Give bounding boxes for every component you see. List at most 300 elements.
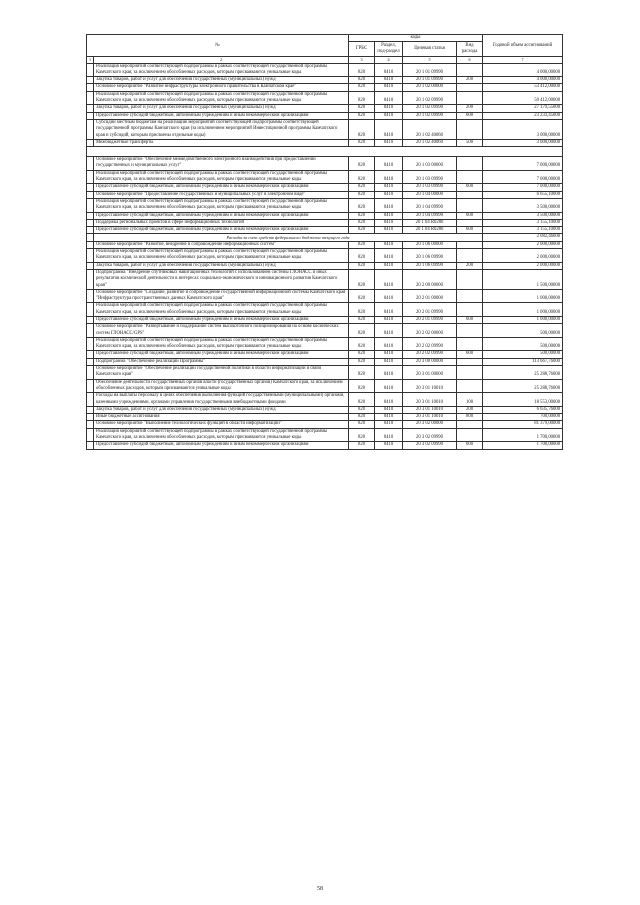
razdel-cell: 0410 bbox=[375, 198, 403, 212]
col-num-1: 1 bbox=[87, 57, 94, 64]
razdel-cell: 0410 bbox=[375, 414, 403, 421]
grbs-cell: 820 bbox=[349, 119, 375, 139]
vid-cell: 100 bbox=[457, 393, 483, 407]
header-annual-amount: Годовой объем ассигнований bbox=[483, 35, 563, 57]
grbs-cell: 820 bbox=[349, 379, 375, 393]
row-number-cell bbox=[87, 170, 94, 184]
name-cell: Предоставление субсидий бюджетным, автономным учреждениям и иным некоммерческим организациям bbox=[94, 316, 349, 323]
name-cell: Предоставление субсидий бюджетным, автономным учреждениям и иным некоммерческим организациям bbox=[94, 112, 349, 119]
vid-cell bbox=[457, 324, 483, 338]
target-cell: 20 2 02 09990 bbox=[403, 351, 457, 358]
grbs-cell: 820 bbox=[349, 289, 375, 303]
amount-cell: 18 553,00000 bbox=[483, 393, 563, 407]
name-cell: Реализация мероприятий соответствующей подпрограммы в рамках соответствующей государственной программы Камчатского края, за исключением обособленных расходов, которым присваиваются уникальные коды bbox=[94, 249, 349, 263]
table-row bbox=[87, 157, 563, 171]
razdel-cell: 0410 bbox=[375, 337, 403, 351]
razdel-cell: 0410 bbox=[375, 191, 403, 198]
vid-cell bbox=[457, 269, 483, 289]
amount-cell: 2 000,00000 bbox=[483, 262, 563, 269]
target-cell: 20 3 01 10010 bbox=[403, 414, 457, 421]
grbs-cell: 820 bbox=[349, 139, 375, 146]
target-cell: 20 1 01 09990 bbox=[403, 63, 457, 77]
amount-cell: 7 000,00000 bbox=[483, 170, 563, 184]
table-row bbox=[87, 358, 563, 365]
amount-cell: 500,00000 bbox=[483, 337, 563, 351]
amount-cell: 81 379,00000 bbox=[483, 421, 563, 428]
target-cell: 20 1 02 09990 bbox=[403, 105, 457, 112]
amount-cell: 500,00000 bbox=[483, 351, 563, 358]
table-row bbox=[87, 324, 563, 338]
name-cell: Подпрограмма "Внедрение спутниковых навигационных технологий с использованием системы ГЛОНАСС и иных результатов космической деятельности в интересах социально-экономического и инновационного развития Камчатского края" bbox=[94, 269, 349, 289]
razdel-cell: 0410 bbox=[375, 227, 403, 234]
razdel-cell: 0410 bbox=[375, 241, 403, 248]
razdel-cell: 0410 bbox=[375, 442, 403, 449]
razdel-cell: 0410 bbox=[375, 303, 403, 317]
name-cell: Реализация мероприятий соответствующей подпрограммы в рамках соответствующей государственной программы Камчатского края, за исключением обособленных расходов, которым присваиваются уникальные коды bbox=[94, 303, 349, 317]
target-cell: 20 1 02 00000 bbox=[403, 84, 457, 91]
table-row bbox=[87, 421, 563, 428]
razdel-cell: 0410 bbox=[375, 289, 403, 303]
grbs-cell: 820 bbox=[349, 366, 375, 380]
name-cell: Закупка товаров, работ и услуг для обеспечения государственных (муниципальных) нужд bbox=[94, 406, 349, 413]
table-row bbox=[87, 105, 563, 112]
vid-cell bbox=[457, 157, 483, 171]
vid-cell bbox=[457, 191, 483, 198]
amount-cell: 2 000,00000 bbox=[483, 241, 563, 248]
razdel-cell: 0410 bbox=[375, 157, 403, 171]
vid-cell: 800 bbox=[457, 414, 483, 421]
target-cell: 20 1 04 R0280 bbox=[403, 227, 457, 234]
target-cell: 20 3 01 10010 bbox=[403, 393, 457, 407]
vid-cell: 600 bbox=[457, 227, 483, 234]
header-codes: коды bbox=[349, 35, 483, 42]
row-number-cell bbox=[87, 358, 94, 365]
vid-cell bbox=[457, 421, 483, 428]
col-num-4: 4 bbox=[375, 57, 403, 64]
vid-cell bbox=[457, 337, 483, 351]
grbs-cell: 820 bbox=[349, 442, 375, 449]
table-row bbox=[87, 316, 563, 323]
row-number-cell bbox=[87, 234, 94, 241]
row-number-cell bbox=[87, 414, 94, 421]
amount-cell: 2 000,00000 bbox=[483, 249, 563, 263]
name-cell: Реализация мероприятий соответствующей подпрограммы в рамках соответствующей государственной программы Камчатского края, за исключением обособленных расходов, которым присваиваются уникальные коды bbox=[94, 63, 349, 77]
row-number-cell bbox=[87, 303, 94, 317]
vid-cell bbox=[457, 289, 483, 303]
row-number-cell bbox=[87, 198, 94, 212]
row-number-cell bbox=[87, 184, 94, 191]
header-razdel: Раздел, под-раздел bbox=[375, 42, 403, 57]
col-num-5: 5 bbox=[403, 57, 457, 64]
razdel-cell: 0410 bbox=[375, 139, 403, 146]
page-number: 58 bbox=[317, 886, 323, 892]
grbs-cell: 820 bbox=[349, 112, 375, 119]
razdel-cell: 0410 bbox=[375, 184, 403, 191]
vid-cell: 600 bbox=[457, 212, 483, 219]
grbs-cell: 820 bbox=[349, 421, 375, 428]
header-number: № bbox=[87, 35, 349, 57]
target-cell: 20 3 01 10010 bbox=[403, 406, 457, 413]
target-cell: 20 1 06 00000 bbox=[403, 241, 457, 248]
grbs-cell: 820 bbox=[349, 406, 375, 413]
amount-cell: 23 233,45000 bbox=[483, 112, 563, 119]
amount-cell: 3 155,10000 bbox=[483, 227, 563, 234]
row-number-cell bbox=[87, 289, 94, 303]
table-row bbox=[87, 212, 563, 219]
row-number-cell bbox=[87, 212, 94, 219]
table-row bbox=[87, 249, 563, 263]
amount-cell: 6 655,10000 bbox=[483, 191, 563, 198]
grbs-cell: 820 bbox=[349, 414, 375, 421]
vid-cell: 600 bbox=[457, 351, 483, 358]
table-row bbox=[87, 63, 563, 77]
target-cell: 20 1 06 09990 bbox=[403, 249, 457, 263]
grbs-cell: 820 bbox=[349, 227, 375, 234]
row-number-cell bbox=[87, 421, 94, 428]
row-number-cell bbox=[87, 406, 94, 413]
row-number-cell bbox=[87, 77, 94, 84]
table-row bbox=[87, 414, 563, 421]
table-row bbox=[87, 227, 563, 234]
target-cell: 20 2 02 09990 bbox=[403, 337, 457, 351]
table-row bbox=[87, 91, 563, 105]
razdel-cell: 0410 bbox=[375, 324, 403, 338]
amount-cell: 25 288,76000 bbox=[483, 379, 563, 393]
name-cell: Межбюджетные трансферты bbox=[94, 139, 349, 146]
grbs-cell: 820 bbox=[349, 77, 375, 84]
vid-cell bbox=[457, 170, 483, 184]
target-cell: 20 3 01 10010 bbox=[403, 379, 457, 393]
header-grbs: ГРБС bbox=[349, 42, 375, 57]
razdel-cell: 0410 bbox=[375, 91, 403, 105]
vid-cell: 600 bbox=[457, 442, 483, 449]
name-cell: Закупка товаров, работ и услуг для обеспечения государственных (муниципальных) нужд bbox=[94, 262, 349, 269]
header-vid: Вид расхода bbox=[457, 42, 483, 57]
target-cell: 20 3 02 09990 bbox=[403, 442, 457, 449]
amount-cell: 3 000,00000 bbox=[483, 139, 563, 146]
grbs-cell: 820 bbox=[349, 303, 375, 317]
col-num-2: 2 bbox=[94, 57, 349, 64]
vid-cell bbox=[457, 428, 483, 442]
target-cell: 20 1 01 09990 bbox=[403, 77, 457, 84]
target-cell: 20 3 02 09990 bbox=[403, 428, 457, 442]
table-row bbox=[87, 393, 563, 407]
name-cell: Реализация мероприятий соответствующей подпрограммы в рамках соответствующей государственной программы Камчатского края, за исключением обособленных расходов, которым присваиваются уникальные коды bbox=[94, 198, 349, 212]
vid-cell bbox=[457, 119, 483, 139]
vid-cell: 600 bbox=[457, 316, 483, 323]
razdel-cell: 0410 bbox=[375, 63, 403, 77]
vid-cell: 600 bbox=[457, 184, 483, 191]
grbs-cell: 820 bbox=[349, 262, 375, 269]
table-row bbox=[87, 170, 563, 184]
grbs-cell: 820 bbox=[349, 351, 375, 358]
amount-cell: 25 288,76000 bbox=[483, 366, 563, 380]
vid-cell bbox=[457, 249, 483, 263]
amount-cell: 7 000,00000 bbox=[483, 184, 563, 191]
target-cell: 20 1 02 40060 bbox=[403, 139, 457, 146]
row-number-cell bbox=[87, 249, 94, 263]
row-number-cell bbox=[87, 393, 94, 407]
table-row bbox=[87, 147, 563, 157]
amount-cell: 1 700,00000 bbox=[483, 442, 563, 449]
grbs-cell: 820 bbox=[349, 249, 375, 263]
grbs-cell: 820 bbox=[349, 170, 375, 184]
amount-cell: 27 179,55000 bbox=[483, 105, 563, 112]
grbs-cell: 820 bbox=[349, 428, 375, 442]
table-row bbox=[87, 119, 563, 139]
grbs-cell: 820 bbox=[349, 105, 375, 112]
table-row bbox=[87, 234, 563, 241]
table-row bbox=[87, 219, 563, 226]
name-cell: Основное мероприятие "Обеспечение межведомственного электронного взаимодействия при предоставлении государственных и муниципальных услуг" bbox=[94, 157, 349, 171]
razdel-cell: 0410 bbox=[375, 212, 403, 219]
vid-cell bbox=[457, 366, 483, 380]
grbs-cell: 820 bbox=[349, 184, 375, 191]
row-number-cell bbox=[87, 337, 94, 351]
amount-cell: 3 000,00000 bbox=[483, 119, 563, 139]
vid-cell bbox=[457, 241, 483, 248]
amount-cell: 53 412,00000 bbox=[483, 84, 563, 91]
vid-cell bbox=[457, 219, 483, 226]
amount-cell: 700,00000 bbox=[483, 414, 563, 421]
grbs-cell: 820 bbox=[349, 358, 375, 365]
target-cell: 20 1 02 09990 bbox=[403, 112, 457, 119]
vid-cell: 200 bbox=[457, 262, 483, 269]
amount-cell: 3 500,00000 bbox=[483, 212, 563, 219]
razdel-cell: 0410 bbox=[375, 249, 403, 263]
target-cell: 20 2 00 00000 bbox=[403, 269, 457, 289]
vid-cell: 500 bbox=[457, 139, 483, 146]
name-cell: Предоставление субсидий бюджетным, автономным учреждениям и иным некоммерческим организациям bbox=[94, 184, 349, 191]
razdel-cell: 0410 bbox=[375, 269, 403, 289]
amount-cell: 3 155,10000 bbox=[483, 219, 563, 226]
name-cell: Предоставление субсидий бюджетным, автономным учреждениям и иным некоммерческим организациям bbox=[94, 442, 349, 449]
grbs-cell: 820 bbox=[349, 241, 375, 248]
target-cell: 20 1 02 09990 bbox=[403, 91, 457, 105]
table-row bbox=[87, 139, 563, 146]
razdel-cell: 0410 bbox=[375, 316, 403, 323]
table-body bbox=[87, 63, 563, 449]
name-cell: Субсидии местным бюджетам на реализацию мероприятий соответствующей подпрограммы соответствующей государственной программы Камчатского края (за исключением мероприятий Инвестиционной программы Камчатского края и субсидий, которым присвоены отдельные коды) bbox=[94, 119, 349, 139]
vid-cell bbox=[457, 84, 483, 91]
name-cell: Подпрограмма "Обеспечение реализации Программы" bbox=[94, 358, 349, 365]
amount-cell: 1 000,00000 bbox=[483, 316, 563, 323]
row-number-cell bbox=[87, 63, 94, 77]
amount-cell: 2 082,46600 bbox=[483, 234, 563, 241]
target-cell: 20 2 02 00000 bbox=[403, 324, 457, 338]
grbs-cell: 820 bbox=[349, 157, 375, 171]
amount-cell: 4 000,00000 bbox=[483, 77, 563, 84]
vid-cell bbox=[457, 303, 483, 317]
row-number-cell bbox=[87, 219, 94, 226]
row-number-cell bbox=[87, 241, 94, 248]
grbs-cell: 820 bbox=[349, 212, 375, 219]
name-cell: Основное мероприятие "Развитие инфраструктуры электронного правительства в Камчатском крае" bbox=[94, 84, 349, 91]
target-cell: 20 2 01 09990 bbox=[403, 316, 457, 323]
table-row bbox=[87, 84, 563, 91]
table-row bbox=[87, 198, 563, 212]
table-row bbox=[87, 366, 563, 380]
table-row bbox=[87, 428, 563, 442]
razdel-cell: 0410 bbox=[375, 84, 403, 91]
row-number-cell bbox=[87, 119, 94, 139]
vid-cell: 600 bbox=[457, 112, 483, 119]
vid-cell: 200 bbox=[457, 77, 483, 84]
row-number-cell bbox=[87, 157, 94, 171]
name-cell: Расходы на выплаты персоналу в целях обеспечения выполнения функций государственными (муниципальными) органами, казенными учреждениями, органами управления государственными внебюджетными фондами bbox=[94, 393, 349, 407]
target-cell: 20 1 06 09990 bbox=[403, 262, 457, 269]
razdel-cell: 0410 bbox=[375, 393, 403, 407]
razdel-cell: 0410 bbox=[375, 170, 403, 184]
razdel-cell: 0410 bbox=[375, 379, 403, 393]
vid-cell bbox=[457, 358, 483, 365]
table-row bbox=[87, 442, 563, 449]
name-cell: Предоставление субсидий бюджетным, автономным учреждениям и иным некоммерческим организациям bbox=[94, 227, 349, 234]
vid-cell: 200 bbox=[457, 105, 483, 112]
table-row bbox=[87, 77, 563, 84]
razdel-cell: 0410 bbox=[375, 406, 403, 413]
row-number-cell bbox=[87, 112, 94, 119]
name-cell: Обеспечение деятельности государственных органов власти (государственных органов) Камчатского края, за исключением обособленных расходов, которым присваиваются уникальные коды bbox=[94, 379, 349, 393]
row-number-cell bbox=[87, 262, 94, 269]
name-cell: Реализация мероприятий соответствующей подпрограммы в рамках соответствующей государственной программы Камчатского края, за исключением обособленных расходов, которым присваиваются уникальные коды bbox=[94, 428, 349, 442]
table-row bbox=[87, 112, 563, 119]
row-number-cell bbox=[87, 191, 94, 198]
blank-cell bbox=[87, 147, 563, 157]
razdel-cell: 0410 bbox=[375, 119, 403, 139]
table-row bbox=[87, 337, 563, 351]
razdel-cell: 0410 bbox=[375, 105, 403, 112]
col-num-6: 6 bbox=[457, 57, 483, 64]
amount-cell: 3 500,00000 bbox=[483, 198, 563, 212]
row-number-cell bbox=[87, 91, 94, 105]
name-cell: Предоставление субсидий бюджетным, автономным учреждениям и иным некоммерческим организациям bbox=[94, 351, 349, 358]
vid-cell bbox=[457, 91, 483, 105]
amount-cell: 1 500,00000 bbox=[483, 269, 563, 289]
row-number-cell bbox=[87, 351, 94, 358]
target-cell: 20 1 03 09990 bbox=[403, 170, 457, 184]
row-number-cell bbox=[87, 428, 94, 442]
table-row bbox=[87, 289, 563, 303]
razdel-cell: 0410 bbox=[375, 366, 403, 380]
grbs-cell: 820 bbox=[349, 63, 375, 77]
amount-cell: 1 000,00000 bbox=[483, 303, 563, 317]
target-cell: 20 3 02 00000 bbox=[403, 421, 457, 428]
name-cell: Закупка товаров, работ и услуг для обеспечения государственных (муниципальных) нужд bbox=[94, 105, 349, 112]
target-cell: 20 1 04 R0280 bbox=[403, 219, 457, 226]
amount-cell: 4 000,00000 bbox=[483, 63, 563, 77]
header-target: Целевая статья bbox=[403, 42, 457, 57]
name-cell: Закупка товаров, работ и услуг для обеспечения государственных (муниципальных) нужд bbox=[94, 77, 349, 84]
grbs-cell: 820 bbox=[349, 219, 375, 226]
name-cell: Основное мероприятие "Выполнение технологических функций в области информатизации" bbox=[94, 421, 349, 428]
razdel-cell: 0410 bbox=[375, 358, 403, 365]
table-row bbox=[87, 191, 563, 198]
name-cell: Поддержка региональных проектов в сфере информационных технологий bbox=[94, 219, 349, 226]
grbs-cell: 820 bbox=[349, 324, 375, 338]
table-row bbox=[87, 262, 563, 269]
row-number-cell bbox=[87, 139, 94, 146]
razdel-cell: 0410 bbox=[375, 219, 403, 226]
amount-cell: 50 412,00000 bbox=[483, 91, 563, 105]
target-cell: 20 1 04 00000 bbox=[403, 191, 457, 198]
row-number-cell bbox=[87, 442, 94, 449]
grbs-cell: 820 bbox=[349, 198, 375, 212]
table-row bbox=[87, 241, 563, 248]
name-cell: Иные бюджетные ассигнования bbox=[94, 414, 349, 421]
target-cell: 20 1 04 09990 bbox=[403, 198, 457, 212]
vid-cell bbox=[457, 379, 483, 393]
target-cell: 20 2 01 09990 bbox=[403, 303, 457, 317]
amount-cell: 500,00000 bbox=[483, 324, 563, 338]
row-number-cell bbox=[87, 84, 94, 91]
grbs-cell: 820 bbox=[349, 269, 375, 289]
target-cell: 20 1 03 09990 bbox=[403, 184, 457, 191]
target-cell: 20 1 02 40060 bbox=[403, 119, 457, 139]
target-cell: 20 1 03 00000 bbox=[403, 157, 457, 171]
vid-cell bbox=[457, 198, 483, 212]
target-cell: 20 2 01 00000 bbox=[403, 289, 457, 303]
budget-table bbox=[86, 34, 563, 450]
name-cell: Основное мероприятие "Создание, развитие и сопровождение государственной информационной системы Камчатского края "Инфраструктура пространственных данных Камчатского края" bbox=[94, 289, 349, 303]
target-cell: 20 3 01 00000 bbox=[403, 366, 457, 380]
razdel-cell: 0410 bbox=[375, 421, 403, 428]
razdel-cell: 0410 bbox=[375, 77, 403, 84]
name-cell: Реализация мероприятий соответствующей подпрограммы в рамках соответствующей государственной программы Камчатского края, за исключением обособленных расходов, которым присваиваются уникальные коды bbox=[94, 91, 349, 105]
razdel-cell: 0410 bbox=[375, 112, 403, 119]
row-number-cell bbox=[87, 105, 94, 112]
amount-cell: 7 000,00000 bbox=[483, 157, 563, 171]
grbs-cell: 820 bbox=[349, 316, 375, 323]
note-cell: Расходы за счет средств федерального бюджета текущего года bbox=[94, 234, 483, 241]
grbs-cell: 820 bbox=[349, 337, 375, 351]
row-number-cell bbox=[87, 269, 94, 289]
vid-cell bbox=[457, 63, 483, 77]
razdel-cell: 0410 bbox=[375, 351, 403, 358]
col-num-7: 7 bbox=[483, 57, 563, 64]
name-cell: Предоставление субсидий бюджетным, автономным учреждениям и иным некоммерческим организациям bbox=[94, 212, 349, 219]
table-row bbox=[87, 184, 563, 191]
table-row bbox=[87, 269, 563, 289]
target-cell: 20 3 00 00000 bbox=[403, 358, 457, 365]
name-cell: Основное мероприятие "Развитие, внедрение и сопровождение информационных систем" bbox=[94, 241, 349, 248]
row-number-cell bbox=[87, 324, 94, 338]
table-row bbox=[87, 351, 563, 358]
name-cell: Основное мероприятие "Обеспечение реализации государственной политики в области информатизации и связи Камчатского края" bbox=[94, 366, 349, 380]
grbs-cell: 820 bbox=[349, 191, 375, 198]
razdel-cell: 0410 bbox=[375, 262, 403, 269]
row-number-cell bbox=[87, 379, 94, 393]
vid-cell: 200 bbox=[457, 406, 483, 413]
table-row bbox=[87, 303, 563, 317]
col-num-3: 3 bbox=[349, 57, 375, 64]
name-cell: Реализация мероприятий соответствующей подпрограммы в рамках соответствующей государственной программы Камчатского края, за исключением обособленных расходов, которым присваиваются уникальные коды bbox=[94, 170, 349, 184]
grbs-cell: 820 bbox=[349, 393, 375, 407]
row-number-cell bbox=[87, 366, 94, 380]
name-cell: Реализация мероприятий соответствующей подпрограммы в рамках соответствующей государственной программы Камчатского края, за исключением обособленных расходов, которым присваиваются уникальные коды bbox=[94, 337, 349, 351]
grbs-cell: 820 bbox=[349, 91, 375, 105]
razdel-cell: 0410 bbox=[375, 428, 403, 442]
name-cell: Основное мероприятие "Развертывание и поддержание систем высокоточного позиционирования на основе космических систем ГЛОНАСС/GPS" bbox=[94, 324, 349, 338]
amount-cell: 113 667,76000 bbox=[483, 358, 563, 365]
table-row bbox=[87, 406, 563, 413]
target-cell: 20 1 04 09990 bbox=[403, 212, 457, 219]
table-row bbox=[87, 379, 563, 393]
amount-cell: 1 000,00000 bbox=[483, 289, 563, 303]
name-cell: Основное мероприятие "Предоставление государственных и муниципальных услуг в электронном виде" bbox=[94, 191, 349, 198]
grbs-cell: 820 bbox=[349, 84, 375, 91]
row-number-cell bbox=[87, 316, 94, 323]
